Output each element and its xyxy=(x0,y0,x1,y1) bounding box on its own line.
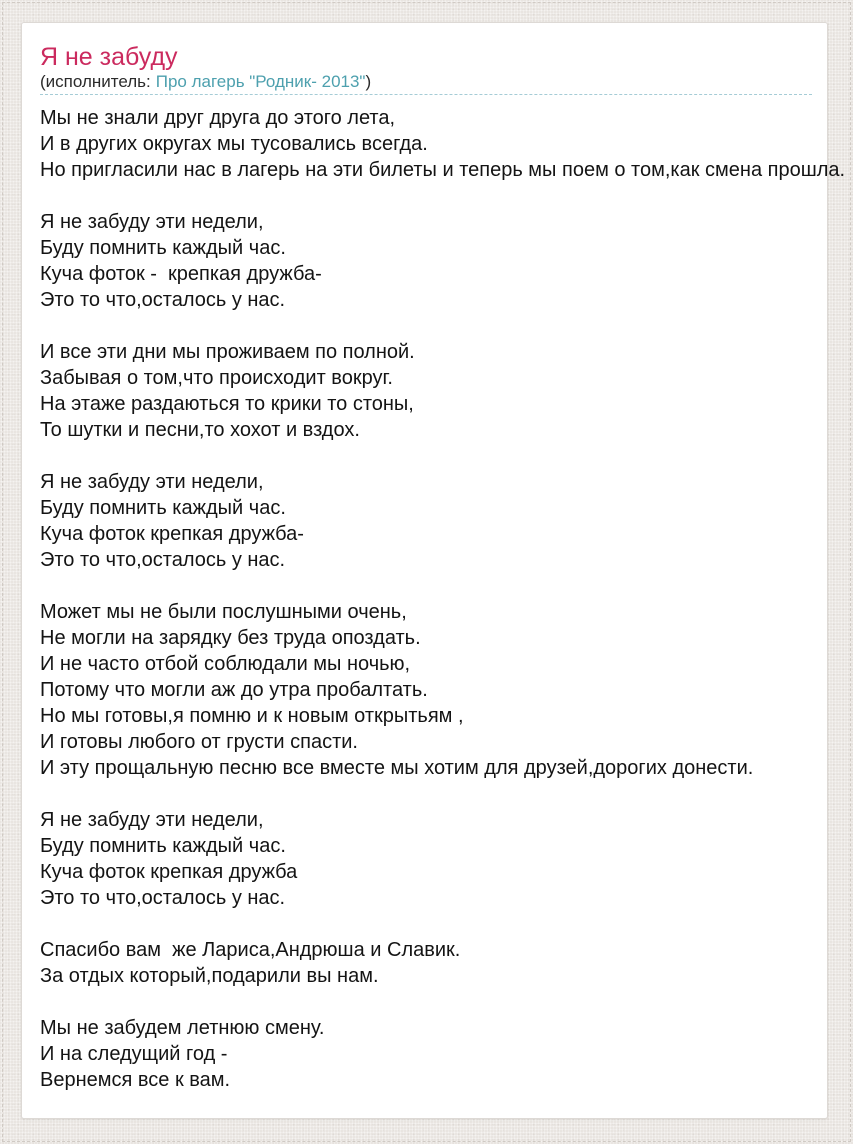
stanza xyxy=(40,105,846,183)
artist-label: (исполнитель: xyxy=(40,72,151,91)
stanza xyxy=(40,807,812,911)
stanza xyxy=(40,937,812,989)
lyric-line: Это то что,осталось у нас. xyxy=(40,549,286,571)
lyric-line: Потому что могли аж до утра пробалтать. xyxy=(40,679,428,701)
lyric-line: Буду помнить каждый час. xyxy=(40,835,286,857)
lyric-line: Куча фоток - крепкая дружба- xyxy=(40,263,322,285)
lyric-line: На этаже раздаються то крики то стоны, xyxy=(40,393,414,415)
stanza xyxy=(40,1015,812,1093)
lyric-line: Буду помнить каждый час. xyxy=(40,497,286,519)
lyric-line: За отдых который,подарили вы нам. xyxy=(40,965,379,987)
lyric-line: Я не забуду эти недели, xyxy=(40,809,264,831)
lyric-line: И в других округах мы тусовались всегда. xyxy=(40,133,428,155)
lyric-line: Но мы готовы,я помню и к новым открытьям , xyxy=(40,705,464,727)
artist-suffix: ) xyxy=(365,72,372,91)
lyric-line: Это то что,осталось у нас. xyxy=(40,887,286,909)
stanza xyxy=(40,209,812,313)
lyric-line: Мы не забудем летнюю смену. xyxy=(40,1017,325,1039)
lyric-line: Не могли на зарядку без труда опоздать. xyxy=(40,627,421,649)
lyric-line: Забывая о том,что происходит вокруг. xyxy=(40,367,393,389)
lyric-line: И готовы любого от грусти спасти. xyxy=(40,731,358,753)
lyric-line: Я не забуду эти недели, xyxy=(40,211,264,233)
artist-link[interactable]: Про лагерь "Родник- 2013" xyxy=(155,72,366,91)
stanza xyxy=(40,469,812,573)
lyric-line: Куча фоток крепкая дружба xyxy=(40,861,298,883)
lyric-line: И на следущий год - xyxy=(40,1043,228,1065)
lyric-line: И не часто отбой соблюдали мы ночью, xyxy=(40,653,411,675)
lyric-line: Вернемся все к вам. xyxy=(40,1069,231,1091)
lyric-line: То шутки и песни,то хохот и вздох. xyxy=(40,419,360,441)
lyric-line: Но пригласили нас в лагерь на эти билеты и теперь мы поем о том,как смена прошла. xyxy=(40,159,846,181)
stanza xyxy=(40,339,812,443)
lyrics-card xyxy=(21,22,846,1119)
song-title: Я не забуду xyxy=(40,43,178,71)
lyric-line: И эту прощальную песню все вместе мы хотим для друзей,дорогих донести. xyxy=(40,757,754,779)
lyrics xyxy=(40,105,846,1093)
lyric-line: Мы не знали друг друга до этого лета, xyxy=(40,107,396,129)
lyric-line: Куча фоток крепкая дружба- xyxy=(40,523,304,545)
lyric-line: Я не забуду эти недели, xyxy=(40,471,264,493)
lyric-line: Это то что,осталось у нас. xyxy=(40,289,286,311)
stanza xyxy=(40,599,812,781)
lyric-line: И все эти дни мы проживаем по полной. xyxy=(40,341,415,363)
lyric-line: Буду помнить каждый час. xyxy=(40,237,286,259)
lyric-line: Может мы не были послушными очень, xyxy=(40,601,407,623)
artist-line xyxy=(40,71,812,95)
lyric-line: Спасибо вам же Лариса,Андрюша и Славик. xyxy=(40,939,461,961)
